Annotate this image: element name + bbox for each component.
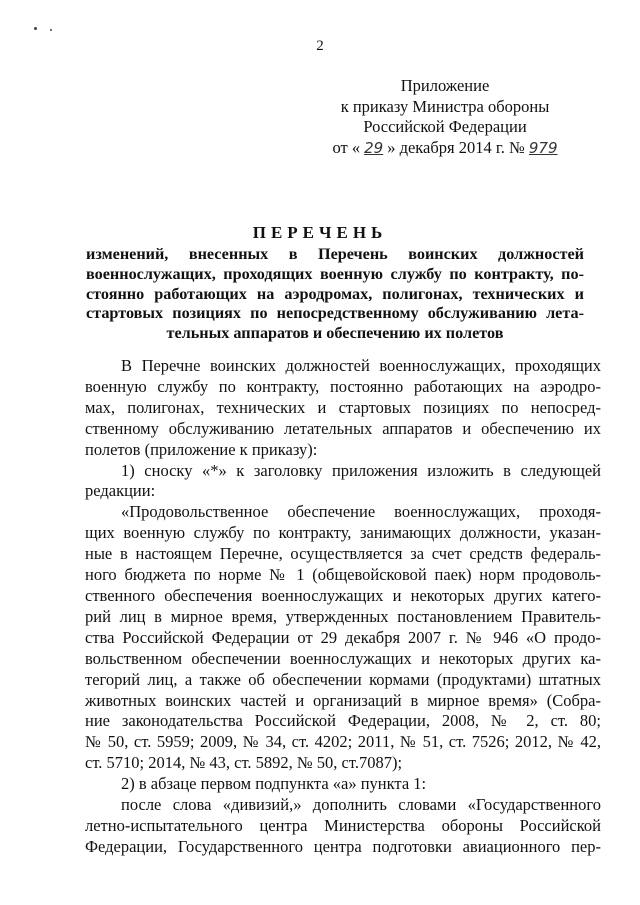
subtitle-line: стартовых позициях по непосредственному обслуживанию лета- [86, 304, 584, 323]
body-line: животных воинских частей и организаций в мирное время» (Собра- [85, 690, 601, 710]
subtitle-line: военнослужащих, проходящих военную службу по контракту, по- [86, 264, 584, 283]
body-line: мах, полигонах, технических и стартовых позициях по непосред- [85, 397, 601, 417]
body-line: после слова «дивизий,» дополнить словами «Государственного [121, 795, 601, 815]
document-subtitle [86, 245, 584, 344]
body-line: ства Российской Федерации от 29 декабря 2007 г. № 946 «О продо- [85, 627, 601, 647]
body-line: Федерации, Государственного центра подготовки авиационного пер- [85, 836, 601, 856]
scan-speck [50, 29, 52, 31]
body-line: летно-испытательного центра Министерства обороны Российской [85, 815, 601, 835]
body-line: 1) сноску «*» к заголовку приложения изложить в следующей [121, 460, 601, 480]
appendix-header [300, 76, 590, 158]
body-line: ственному обслуживанию летательных аппаратов и обеспечению их [85, 418, 601, 438]
subtitle-line: изменений, внесенных в Перечень воинских должностей [86, 245, 584, 263]
body-line: ст. 5710; 2014, № 43, ст. 5892, № 50, ст.7087); [85, 753, 403, 773]
subtitle-line: тельных аппаратов и обеспечению их полетов [166, 324, 504, 343]
body-line: ственного обеспечения военнослужащих и некоторых других катего- [85, 585, 601, 605]
appendix-country-line: Российской Федерации [363, 117, 527, 136]
body-line: военную службу по контракту, постоянно работающих на аэродро- [85, 376, 601, 396]
handwritten-day: 29 [364, 138, 384, 157]
appendix-order-line: к приказу Министра обороны [340, 96, 550, 116]
body-line: ние законодательства Российской Федерации, 2008, № 2, ст. 80; [85, 711, 601, 731]
body-line: 2) в абзаце первом подпункта «а» пункта 1: [121, 774, 427, 794]
subtitle-line: стоянно работающих на аэродромах, полигонах, технических и [86, 284, 584, 303]
appendix-title: Приложение [400, 76, 490, 95]
handwritten-order-number: 979 [528, 138, 558, 157]
scan-speck [34, 27, 37, 30]
document-title: ПЕРЕЧЕНЬ [252, 223, 388, 242]
date-prefix: от « [332, 137, 361, 157]
date-middle: » декабря 2014 г. № [387, 137, 525, 157]
appendix-date-line [300, 138, 590, 159]
body-line: № 50, ст. 5959; 2009, № 34, ст. 4202; 2011, № 51, ст. 7526; 2012, № 42, [85, 732, 601, 752]
body-line: «Продовольственное обеспечение военнослужащих, проходя- [121, 502, 601, 522]
body-line: ные в настоящем Перечне, осуществляется за счет средств федераль- [85, 544, 601, 564]
body-line: рий лиц в мирное время, утвержденных постановлением Правитель- [85, 606, 601, 626]
body-line: редакции: [85, 481, 156, 501]
body-line: полетов (приложение к приказу): [85, 439, 318, 459]
body-line: вольственном обеспечении военнослужащих и некоторых других ка- [85, 648, 601, 668]
body-line: ного бюджета по норме № 1 (общевойсковой паек) норм продоволь- [85, 565, 601, 585]
page-number: 2 [316, 38, 324, 54]
body-line: тегорий лиц, а также об обеспечении кормами (продуктами) штатных [85, 669, 601, 689]
document-body [85, 356, 601, 858]
body-line: щих военную службу по контракту, занимающих должности, указан- [85, 523, 601, 543]
body-line: В Перечне воинских должностей военнослужащих, проходящих [121, 356, 601, 375]
